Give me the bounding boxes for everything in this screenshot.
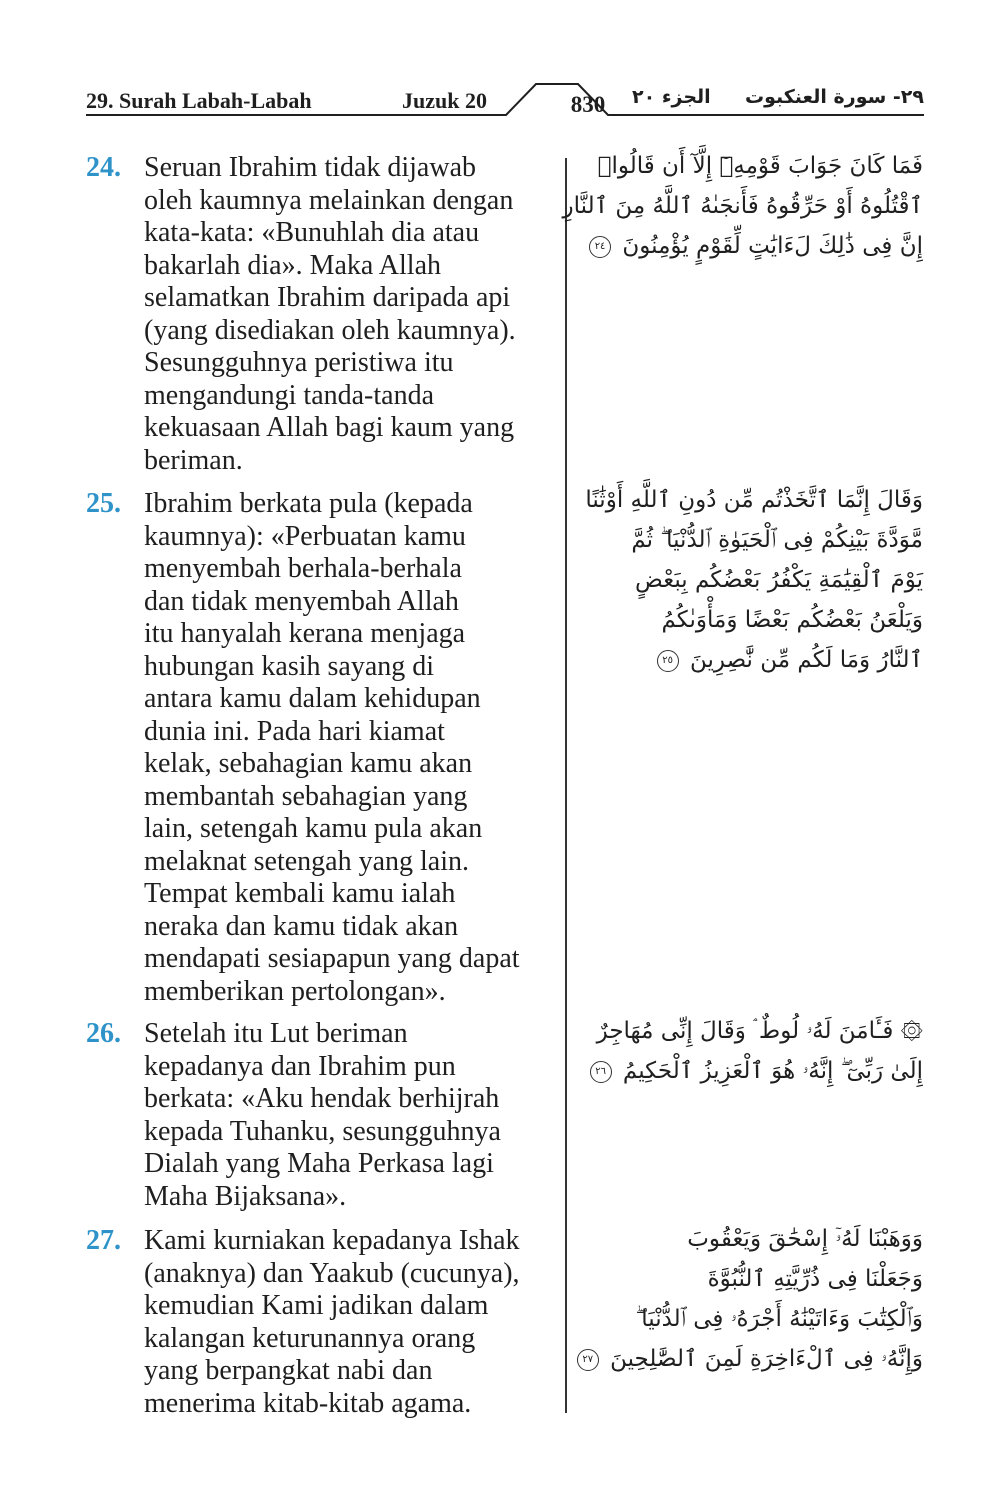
verse-line: kelak, sebahagian kamu akan xyxy=(144,748,473,779)
verse-text xyxy=(144,1018,569,1213)
verse-line: yang berpangkat nabi dan xyxy=(144,1355,433,1386)
arabic-verse xyxy=(562,153,923,273)
verse-line: antara kamu dalam kehidupan xyxy=(144,683,481,714)
verse-line: menyembah berhala-berhala xyxy=(144,553,462,584)
arabic-line: ۞ فَـَٔامَنَ لَهُۥ لُوطٌ ۘ وَقَالَ إِنِّى مُهَاجِرٌ xyxy=(596,1018,923,1044)
verse-line: beriman. xyxy=(144,444,243,476)
verse-line: kepadanya dan Ibrahim pun xyxy=(144,1050,456,1082)
verse-text xyxy=(144,152,569,477)
verse-end-marker: ٢٥ xyxy=(657,650,679,672)
surah-title-arabic: ٢٩- سورة العنكبوت xyxy=(744,86,924,108)
arabic-line: وَٱلْكِتَٰبَ وَءَاتَيْنَٰهُ أَجْرَهُۥ فِى ٱلدُّنْيَا ۖ xyxy=(635,1306,923,1332)
verse-line: (anaknya) dan Yaakub (cucunya), xyxy=(144,1257,520,1289)
verse-line: oleh kaumnya melainkan dengan xyxy=(144,184,514,216)
verse-line: lain, setengah kamu pula akan xyxy=(144,813,483,844)
arabic-line xyxy=(583,233,923,273)
verse-line: kaumnya): «Perbuatan kamu xyxy=(144,520,466,552)
surah-title-malay: 29. Surah Labah-Labah xyxy=(86,88,312,113)
arabic-line-text: ٱلنَّارُ وَمَا لَكُم مِّن نَّٰصِرِينَ xyxy=(689,647,923,673)
arabic-verse xyxy=(583,1018,923,1098)
arabic-verse xyxy=(583,487,923,687)
arabic-line-text: إِلَىٰ رَبِّىٓ ۖ إِنَّهُۥ هُوَ ٱلْعَزِيزُ ٱلْحَكِيمُ xyxy=(622,1058,923,1084)
verse-line: Seruan Ibrahim tidak dijawab xyxy=(144,152,477,183)
verse-line: kepada Tuhanku, sesungguhnya xyxy=(144,1115,501,1147)
verse-number: 27. xyxy=(86,1225,121,1256)
verse-line: Ibrahim berkata pula (kepada xyxy=(144,488,473,519)
verse-line: Tempat kembali kamu ialah xyxy=(144,878,456,909)
verse-line: berkata: «Aku hendak berhijrah xyxy=(144,1083,500,1114)
arabic-line: فَمَا كَانَ جَوَابَ قَوْمِهِۦٓ إِلَّآ أَن قَالُوا۟ xyxy=(597,153,923,179)
verse-end-marker: ٢٦ xyxy=(590,1061,612,1083)
verse-line: dunia ini. Pada hari kiamat xyxy=(144,715,445,747)
verse-number: 25. xyxy=(86,488,121,519)
verse-line: kata-kata: «Bunuhlah dia atau xyxy=(144,217,480,248)
arabic-line: يَوْمَ ٱلْقِيَٰمَةِ يَكْفُرُ بَعْضُكُم بِبَعْضٍ xyxy=(635,567,923,593)
page-number: 830 xyxy=(570,92,606,117)
verse-line: hubungan kasih sayang di xyxy=(144,650,435,682)
verse-line: mendapati sesiapapun yang dapat xyxy=(144,943,520,974)
verse-text xyxy=(144,1225,569,1420)
verse-line: memberikan pertolongan». xyxy=(144,975,446,1007)
verse-line: itu hanyalah kerana menjaga xyxy=(144,618,466,649)
verse-line: Maha Bijaksana». xyxy=(144,1180,347,1212)
verse-number: 26. xyxy=(86,1018,121,1049)
verse-line: kemudian Kami jadikan dalam xyxy=(144,1290,489,1321)
juzuk-label: Juzuk 20 xyxy=(402,88,487,113)
verse-line: dan tidak menyembah Allah xyxy=(144,585,459,617)
arabic-line xyxy=(583,1058,923,1098)
arabic-line xyxy=(583,647,923,687)
arabic-line: وَجَعَلْنَا فِى ذُرِّيَّتِهِ ٱلنُّبُوَّةَ xyxy=(707,1266,923,1292)
verse-line: Kami kurniakan kepadanya Ishak xyxy=(144,1225,520,1256)
arabic-line-text: وَإِنَّهُۥ فِى ٱلْءَاخِرَةِ لَمِنَ ٱلصَّٰلِحِينَ xyxy=(610,1346,923,1372)
verse-line: melaknat setengah yang lain. xyxy=(144,845,469,877)
verse-line: neraka dan kamu tidak akan xyxy=(144,910,459,942)
arabic-line: وَقَالَ إِنَّمَا ٱتَّخَذْتُم مِّن دُونِ ٱللَّهِ أَوْثَٰنًا xyxy=(585,487,923,513)
verse-line: kalangan keturunannya orang xyxy=(144,1322,476,1354)
arabic-line-text: إِنَّ فِى ذَٰلِكَ لَءَايَٰتٍ لِّقَوْمٍ يُؤْمِنُونَ xyxy=(622,233,923,259)
arabic-line xyxy=(583,1346,923,1386)
verse-line: kekuasaan Allah bagi kaum yang xyxy=(144,412,515,443)
verse-line: membantah sebahagian yang xyxy=(144,780,468,812)
verse-end-marker: ٢٧ xyxy=(577,1349,599,1371)
juz-label-arabic: الجزء ٢٠ xyxy=(632,86,711,108)
verse-line: mengandungi tanda-tanda xyxy=(144,379,435,411)
verse-end-marker: ٢٤ xyxy=(589,236,611,258)
verse-line: selamatkan Ibrahim daripada api xyxy=(144,282,511,313)
arabic-line: ٱقْتُلُوهُ أَوْ حَرِّقُوهُ فَأَنجَىٰهُ ٱللَّهُ مِنَ ٱلنَّارِ xyxy=(562,193,923,219)
verse-line: (yang disediakan oleh kaumnya). xyxy=(144,314,516,346)
verse-number: 24. xyxy=(86,152,121,183)
arabic-verse xyxy=(583,1226,923,1386)
verse-line: menerima kitab-kitab agama. xyxy=(144,1387,472,1419)
arabic-line: وَيَلْعَنُ بَعْضُكُم بَعْضًا وَمَأْوَىٰكُمُ xyxy=(661,607,923,633)
arabic-line: وَوَهَبْنَا لَهُۥٓ إِسْحَٰقَ وَيَعْقُوبَ xyxy=(687,1226,923,1252)
verse-text xyxy=(144,488,569,1008)
verse-line: Setelah itu Lut beriman xyxy=(144,1018,408,1049)
verse-line: Sesungguhnya peristiwa itu xyxy=(144,347,454,378)
page-header xyxy=(86,82,924,122)
arabic-line: مَّوَدَّةَ بَيْنِكُمْ فِى ٱلْحَيَوٰةِ ٱلدُّنْيَا ۖ ثُمَّ xyxy=(631,527,923,553)
verse-line: Dialah yang Maha Perkasa lagi xyxy=(144,1148,494,1179)
verse-line: bakarlah dia». Maka Allah xyxy=(144,249,442,281)
